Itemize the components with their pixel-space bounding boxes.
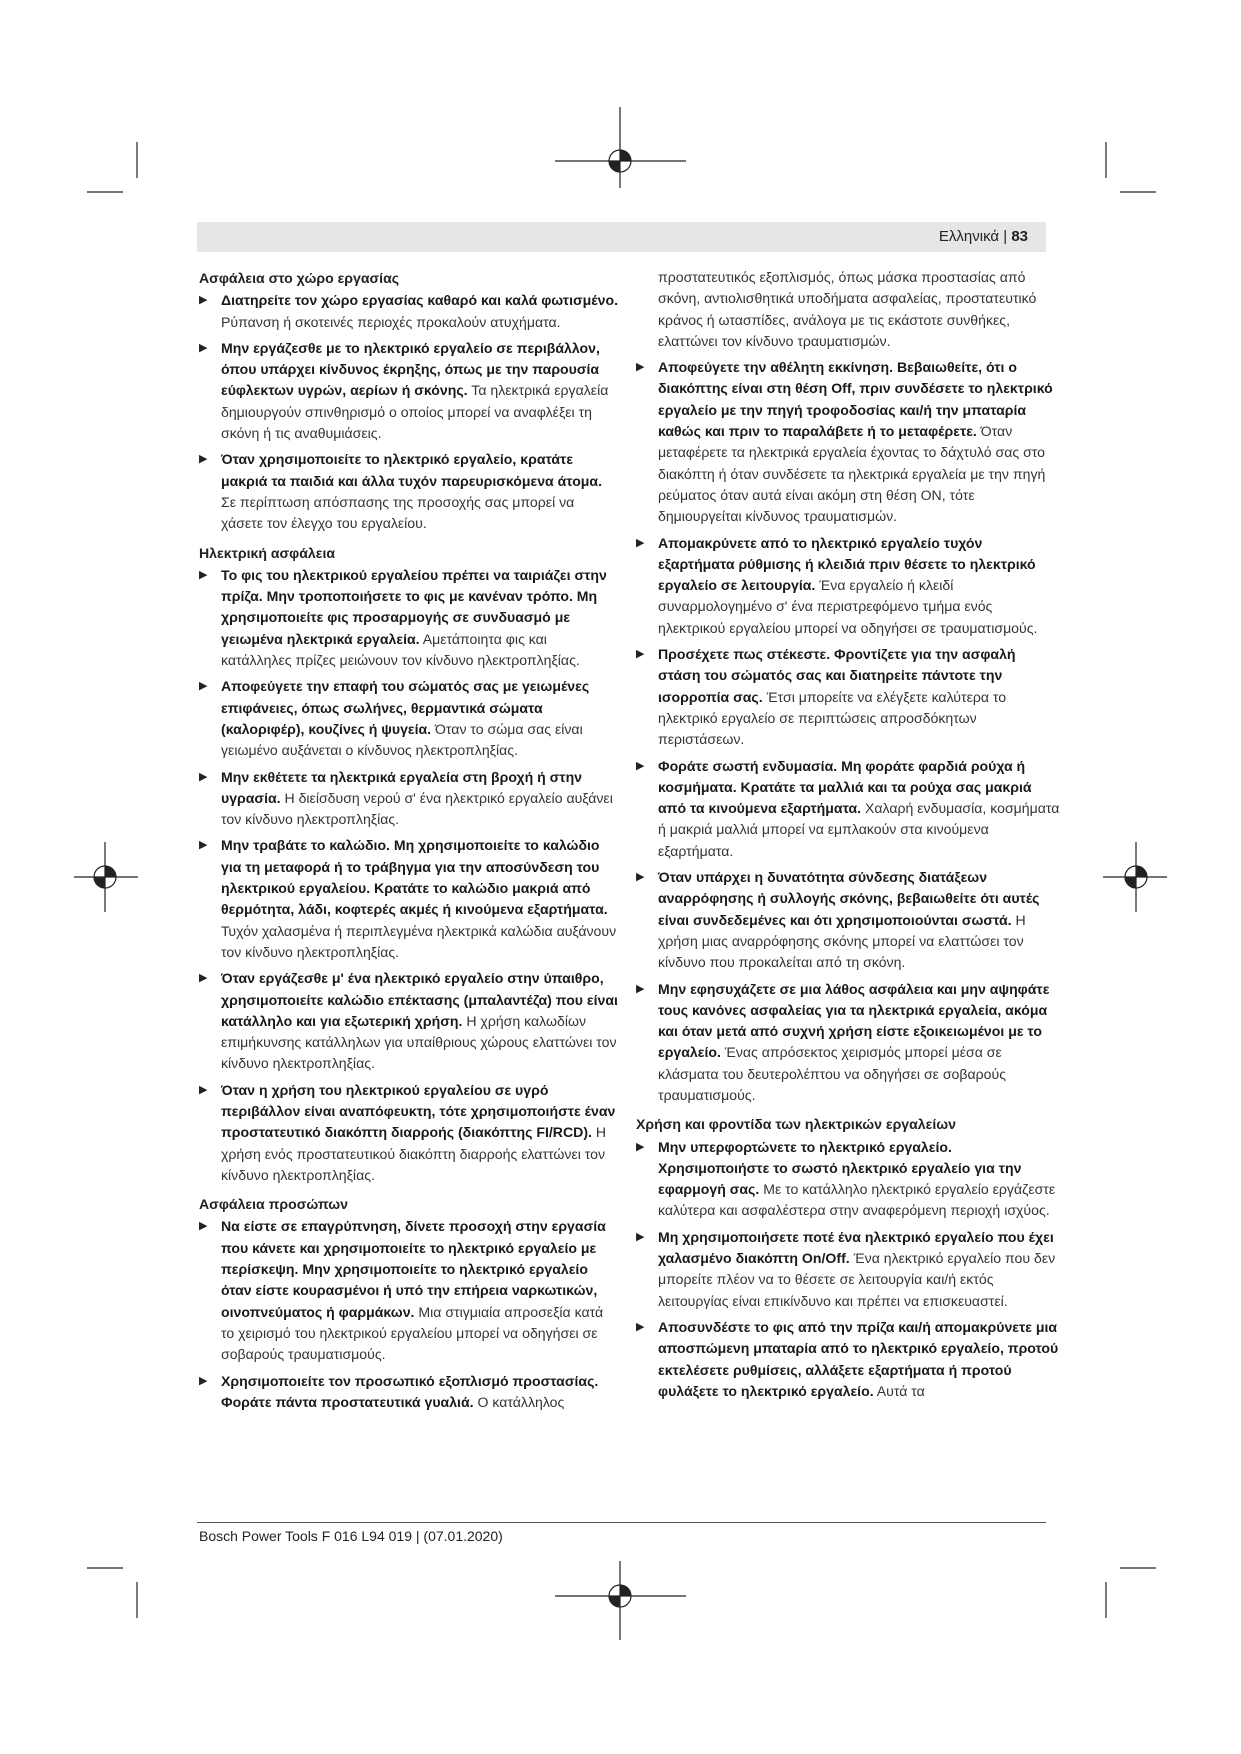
bullet-text: Έτσι μπορείτε να ελέγξετε καλύτερα το ηλεκτρικό εργαλείο σε περιπτώσεις απροσδόκητων περιστάσεων. (658, 688, 1007, 748)
bullet-emphasis: Μη χρησιμοποιήσετε ποτέ ένα ηλεκτρικό εργαλείο που έχει χαλασμένο διακόπτη On/Off. (658, 1228, 1054, 1267)
footer-rule (197, 1522, 1046, 1523)
bullet-text: Αυτά τα (873, 1382, 925, 1399)
safety-bullet (636, 644, 1060, 750)
bullet-text: Η χρήση καλωδίων επιμήκυνσης κατάλληλων για υπαίθριους χώρους ελαττώνει τον κίνδυνο ηλεκτροπληξίας. (221, 1012, 617, 1072)
bullet-text: Με το κατάλληλο ηλεκτρικό εργαλείο εργάζεστε καλύτερα και ασφαλέστερα στην αναφερόμενη περιοχή ισχύος. (658, 1181, 1056, 1219)
footer-text: Bosch Power Tools F 016 L94 019 | (07.01.2020) (199, 1528, 503, 1544)
safety-bullet (199, 290, 619, 333)
safety-bullet (199, 1080, 619, 1186)
bullet-emphasis: Μην υπερφορτώνετε το ηλεκτρικό εργαλείο. Χρησιμοποιήστε το σωστό ηλεκτρικό εργαλείο για την εφαρμογή σας. (658, 1138, 1022, 1198)
bullet-text: Ένας απρόσεκτος χειρισμός μπορεί μέσα σε κλάσματα του δευτερολέπτου να οδηγήσει σε σοβαρούς τραυματισμούς. (658, 1044, 1007, 1103)
bullet-text: Τα ηλεκτρικά εργαλεία δημιουργούν σπινθηρισμό ο οποίος μπορεί να αναφλέξει τη σκόνη ή τις αναθυμιάσεις. (221, 382, 609, 442)
bullet-emphasis: Αποφεύγετε την επαφή του σώματός σας με γειωμένες επιφάνειες, όπως σωλήνες, θερμαντικά σώματα (καλοριφέρ), κουζίνες ή ψυγεία. (221, 678, 590, 737)
bullet-emphasis: Προσέχετε πως στέκεστε. Φροντίζετε για την ασφαλή στάση του σώματός σας και διατηρείτε πάντοτε την ισορροπία σας. (658, 646, 1016, 705)
bullet-text: Ρύπανση ή σκοτεινές περιοχές προκαλούν ατυχήματα. (221, 313, 561, 330)
left-column (199, 268, 619, 1418)
bullet-emphasis: Μην εργάζεσθε με το ηλεκτρικό εργαλείο σε περιβάλλον, όπου υπάρχει κίνδυνος έκρηξης, όπως με την παρουσία εύφλεκτων υγρών, αερίων ή σκόνης. (221, 339, 600, 399)
bullet-emphasis: Μην τραβάτε το καλώδιο. Μη χρησιμοποιείτε το καλώδιο για τη μεταφορά ή το τράβηγμα για την αποσύνδεση του ηλεκτρικού εργαλείου. Κρατάτε το καλώδιο μακριά από θερμότητα, λάδι, κοφτερές ακμές ή κινούμενα εξαρτήματα. (221, 837, 608, 918)
section-heading: Ασφάλεια προσώπων (199, 1196, 349, 1213)
bullet-emphasis: Όταν η χρήση του ηλεκτρικού εργαλείου σε υγρό περιβάλλον είναι αναπόφευκτη, τότε χρησιμοποιήστε έναν προστατευτικό διακόπτη διαρροής (διακόπτης FI/RCD). (221, 1081, 616, 1141)
header-separator: | (1003, 228, 1008, 245)
bullet-text: Τυχόν χαλασμένα ή περιπλεγμένα ηλεκτρικά καλώδια αυξάνουν τον κίνδυνο ηλεκτροπληξίας. (221, 922, 617, 960)
safety-bullet (199, 1216, 619, 1365)
bullet-emphasis: Να είστε σε επαγρύπνηση, δίνετε προσοχή στην εργασία που κάνετε και χρησιμοποιείτε το ηλεκτρικό εργαλείο με περίσκεψη. Μην χρησιμοποιείτε το ηλεκτρικό εργαλείο όταν είστε κουρασμένοι ή υπό την επήρεια ναρκωτικών, οινοπνεύματος ή φαρμάκων. (221, 1218, 606, 1320)
safety-bullet (199, 1371, 619, 1414)
bullet-emphasis: Μην εκθέτετε τα ηλεκτρικά εργαλεία στη βροχή ή στην υγρασία. (221, 768, 583, 806)
bullet-text: Ένα ηλεκτρικό εργαλείο που δεν μπορείτε πλέον να το θέσετε σε λειτουργία και/ή εκτός λειτουργίας είναι επικίνδυνο και πρέπει να επισκευαστεί. (658, 1250, 1056, 1309)
header-label (939, 227, 1028, 247)
bullet-emphasis: Το φις του ηλεκτρικού εργαλείου πρέπει να ταιριάζει στην πρίζα. Μην τροποποιήσετε το φις με κανέναν τρόπο. Μη χρησιμοποιείτε φις προσαρμογής σε συνδυασμό με γειωμένα ηλεκτρικά εργαλεία. (221, 566, 607, 647)
safety-bullet (636, 533, 1060, 639)
safety-bullet (199, 449, 619, 534)
section-heading: Χρήση και φροντίδα των ηλεκτρικών εργαλείων (636, 1116, 956, 1133)
bullet-emphasis: Χρησιμοποιείτε τον προσωπικό εξοπλισμό προστασίας. Φοράτε πάντα προστατευτικά γυαλιά. (221, 1372, 599, 1410)
safety-bullet (199, 835, 619, 963)
bullet-text: Όταν το σώμα σας είναι γειωμένο αυξάνεται ο κίνδυνος ηλεκτροπληξίας. (221, 720, 583, 759)
safety-bullet (199, 767, 619, 831)
bullet-emphasis: Απομακρύνετε από το ηλεκτρικό εργαλείο τυχόν εξαρτήματα ρύθμισης ή κλειδιά πριν θέσετε το ηλεκτρικό εργαλείο σε λειτουργία. (658, 534, 1036, 594)
bullet-emphasis: Μην εφησυχάζετε σε μια λάθος ασφάλεια και μην αψηφάτε τους κανόνες ασφαλείας για τα ηλεκτρικά εργαλεία, ακόμα και όταν μετά από συχνή χρήση είστε εξοικειωμένοι με το εργαλείο. (658, 980, 1050, 1061)
bullet-emphasis: Όταν χρησιμοποιείτε το ηλεκτρικό εργαλείο, κρατάτε μακριά τα παιδιά και άλλα τυχόν παρευρισκόμενα άτομα. (221, 451, 603, 489)
safety-bullet (636, 756, 1060, 862)
bullet-emphasis: Όταν υπάρχει η δυνατότητα σύνδεσης διατάξεων αναρρόφησης ή συλλογής σκόνης, βεβαιωθείτε ότι αυτές είναι συνδεδεμένες και ότι χρησιμοποιούνται σωστά. (658, 869, 1040, 928)
section-heading: Ηλεκτρική ασφάλεια (199, 544, 336, 561)
bullet-text: Μια στιγμιαία απροσεξία κατά το χειρισμό του ηλεκτρικού εργαλείου μπορεί να οδηγήσει σε σοβαρούς τραυματισμούς. (221, 1303, 604, 1363)
safety-bullet (636, 979, 1060, 1107)
section-heading: Ασφάλεια στο χώρο εργασίας (199, 270, 400, 286)
safety-bullet (199, 565, 619, 671)
safety-bullet (636, 1137, 1060, 1222)
safety-bullet (199, 676, 619, 761)
bullet-text: Σε περίπτωση απόσπασης της προσοχής σας μπορεί να χάσετε τον έλεγχο του εργαλείου. (221, 493, 575, 532)
safety-bullet (199, 968, 619, 1074)
bullet-emphasis: Όταν εργάζεσθε μ' ένα ηλεκτρικό εργαλείο στην ύπαιθρο, χρησιμοποιείτε καλώδιο επέκτασης (μπαλαντέζα) που είναι κατάλληλο και για εξωτερική χρήση. (221, 970, 618, 1029)
bullet-text: Η διείσδυση νερού σ' ένα ηλεκτρικό εργαλείο αυξάνει τον κίνδυνο ηλεκτροπληξίας. (221, 789, 613, 828)
safety-bullet (199, 338, 619, 444)
safety-bullet (636, 867, 1060, 973)
bullet-emphasis: Φοράτε σωστή ενδυμασία. Μη φοράτε φαρδιά ρούχα ή κοσμήματα. Κρατάτε τα μαλλιά και τα ρούχα σας μακριά από τα κινούμενα εξαρτήματα. (658, 757, 1032, 817)
bullet-emphasis: Αποσυνδέστε το φις από την πρίζα και/ή απομακρύνετε μια αποσπώμενη μπαταρία από το ηλεκτρικό εργαλείο, προτού εκτελέσετε ρυθμίσεις, αλλάξετε εξαρτήματα ή προτού φυλάξετε το ηλεκτρικό εργαλείο. (658, 1318, 1059, 1399)
right-column (636, 267, 1060, 1407)
bullet-text: Αμετάποιητα φις και κατάλληλες πρίζες μειώνουν τον κίνδυνο ηλεκτροπληξίας. (221, 630, 580, 669)
safety-bullet (636, 357, 1060, 527)
safety-bullet (636, 1317, 1060, 1402)
header-language: Ελληνικά (938, 228, 1000, 245)
bullet-text: Όταν μεταφέρετε τα ηλεκτρικά εργαλεία έχοντας το δάχτυλό σας στο διακόπτη ή όταν συνδέσετε τα ηλεκτρικά εργαλεία με την πηγή ρεύματος όταν αυτά είναι ακόμη στη θέση ON, τότε δημιουργείται κίνδυνος τραυματισμών. (658, 423, 1046, 525)
bullet-emphasis: Αποφεύγετε την αθέλητη εκκίνηση. Βεβαιωθείτε, ότι ο διακόπτης είναι στη θέση Off, πριν συνδέσετε το ηλεκτρικό εργαλείο με την πηγή τροφοδοσίας και/ή την μπαταρία καθώς και πριν το παραλάβετε ή το μεταφέρετε. (658, 359, 1053, 440)
page-number: 83 (1011, 228, 1028, 245)
bullet-text: Χαλαρή ενδυμασία, κοσμήματα ή μακριά μαλλιά μπορεί να εμπλακούν στα κινούμενα εξαρτήματα. (658, 800, 1060, 859)
bullet-text: Η χρήση ενός προστατευτικού διακόπτη διαρροής ελαττώνει τον κίνδυνο ηλεκτροπληξίας. (221, 1124, 607, 1183)
bullet-text: Ο κατάλληλος (473, 1393, 565, 1410)
bullet-text: Ένα εργαλείο ή κλειδί συναρμολογημένο σ' ένα περιστρεφόμενο τμήμα ενός ηλεκτρικού εργαλείου μπορεί να οδηγήσει σε τραυματισμούς. (658, 577, 1038, 636)
safety-bullet (636, 1227, 1060, 1312)
bullet-emphasis: Διατηρείτε τον χώρο εργασίας καθαρό και καλά φωτισμένο. (221, 292, 618, 309)
bullet-text: Η χρήση μιας αναρρόφησης σκόνης μπορεί να ελαττώσει τον κίνδυνο που προκαλείται από τη σκόνη. (658, 911, 1026, 971)
continuation-paragraph: προστατευτικός εξοπλισμός, όπως μάσκα προστασίας από σκόνη, αντιολισθητικά υποδήματα ασφαλείας, προστατευτικό κράνος ή ωτασπίδες, ανάλογα με τις εκάστοτε συνθήκες, ελαττώνει τον κίνδυνο τραυματισμών. (658, 269, 1037, 349)
page-header (197, 222, 1046, 252)
